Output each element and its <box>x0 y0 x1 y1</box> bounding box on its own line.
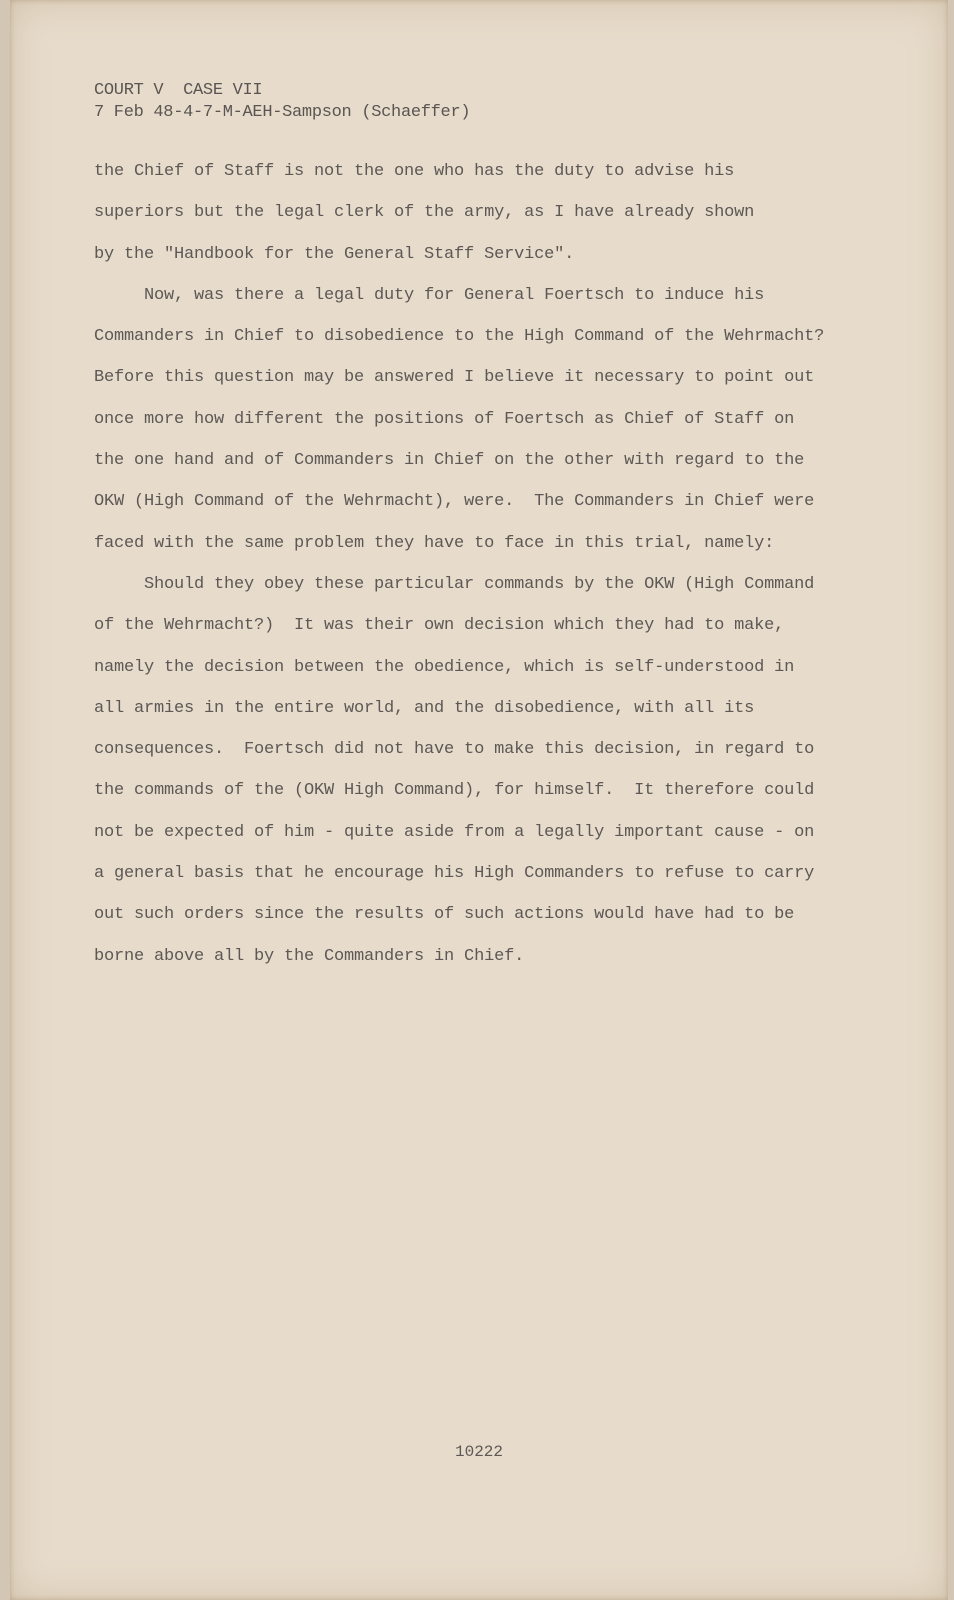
body-line: borne above all by the Commanders in Chief. <box>94 946 525 966</box>
body-line: the one hand and of Commanders in Chief on the other with regard to the <box>94 451 805 471</box>
body-line: Now, was there a legal duty for General Foertsch to induce his <box>94 285 765 305</box>
body-line: once more how different the positions of Foertsch as Chief of Staff on <box>94 409 795 429</box>
body-line: by the "Handbook for the General Staff Service". <box>94 244 575 264</box>
body-line: the commands of the (OKW High Command), for himself. It therefore could <box>94 781 815 801</box>
body-line: OKW (High Command of the Wehrmacht), were. The Commanders in Chief were <box>94 492 815 512</box>
header-court-case: COURT V CASE VII <box>94 81 263 100</box>
body-line: Should they obey these particular commands by the OKW (High Command <box>94 574 815 594</box>
body-line: superiors but the legal clerk of the army, as I have already shown <box>94 203 755 223</box>
body-line: faced with the same problem they have to face in this trial, namely: <box>94 533 775 553</box>
body-line: namely the decision between the obedience, which is self-understood in <box>94 657 795 677</box>
body-line: not be expected of him - quite aside from a legally important cause - on <box>94 822 815 842</box>
body-line: consequences. Foertsch did not have to make this decision, in regard to <box>94 740 815 760</box>
document-header <box>94 80 470 124</box>
body-line: all armies in the entire world, and the disobedience, with all its <box>94 698 755 718</box>
document-page <box>10 0 948 1600</box>
body-line: a general basis that he encourage his High Commanders to refuse to carry <box>94 864 815 884</box>
body-line: of the Wehrmacht?) It was their own decision which they had to make, <box>94 616 785 636</box>
document-body <box>94 161 854 987</box>
page-number: 10222 <box>454 1443 503 1461</box>
body-line: Before this question may be answered I believe it necessary to point out <box>94 368 815 388</box>
header-reference: 7 Feb 48-4-7-M-AEH-Sampson (Schaeffer) <box>94 103 471 122</box>
body-line: out such orders since the results of such actions would have had to be <box>94 905 795 925</box>
body-line: Commanders in Chief to disobedience to the High Command of the Wehrmacht? <box>94 327 825 347</box>
body-line: the Chief of Staff is not the one who has the duty to advise his <box>94 162 735 181</box>
